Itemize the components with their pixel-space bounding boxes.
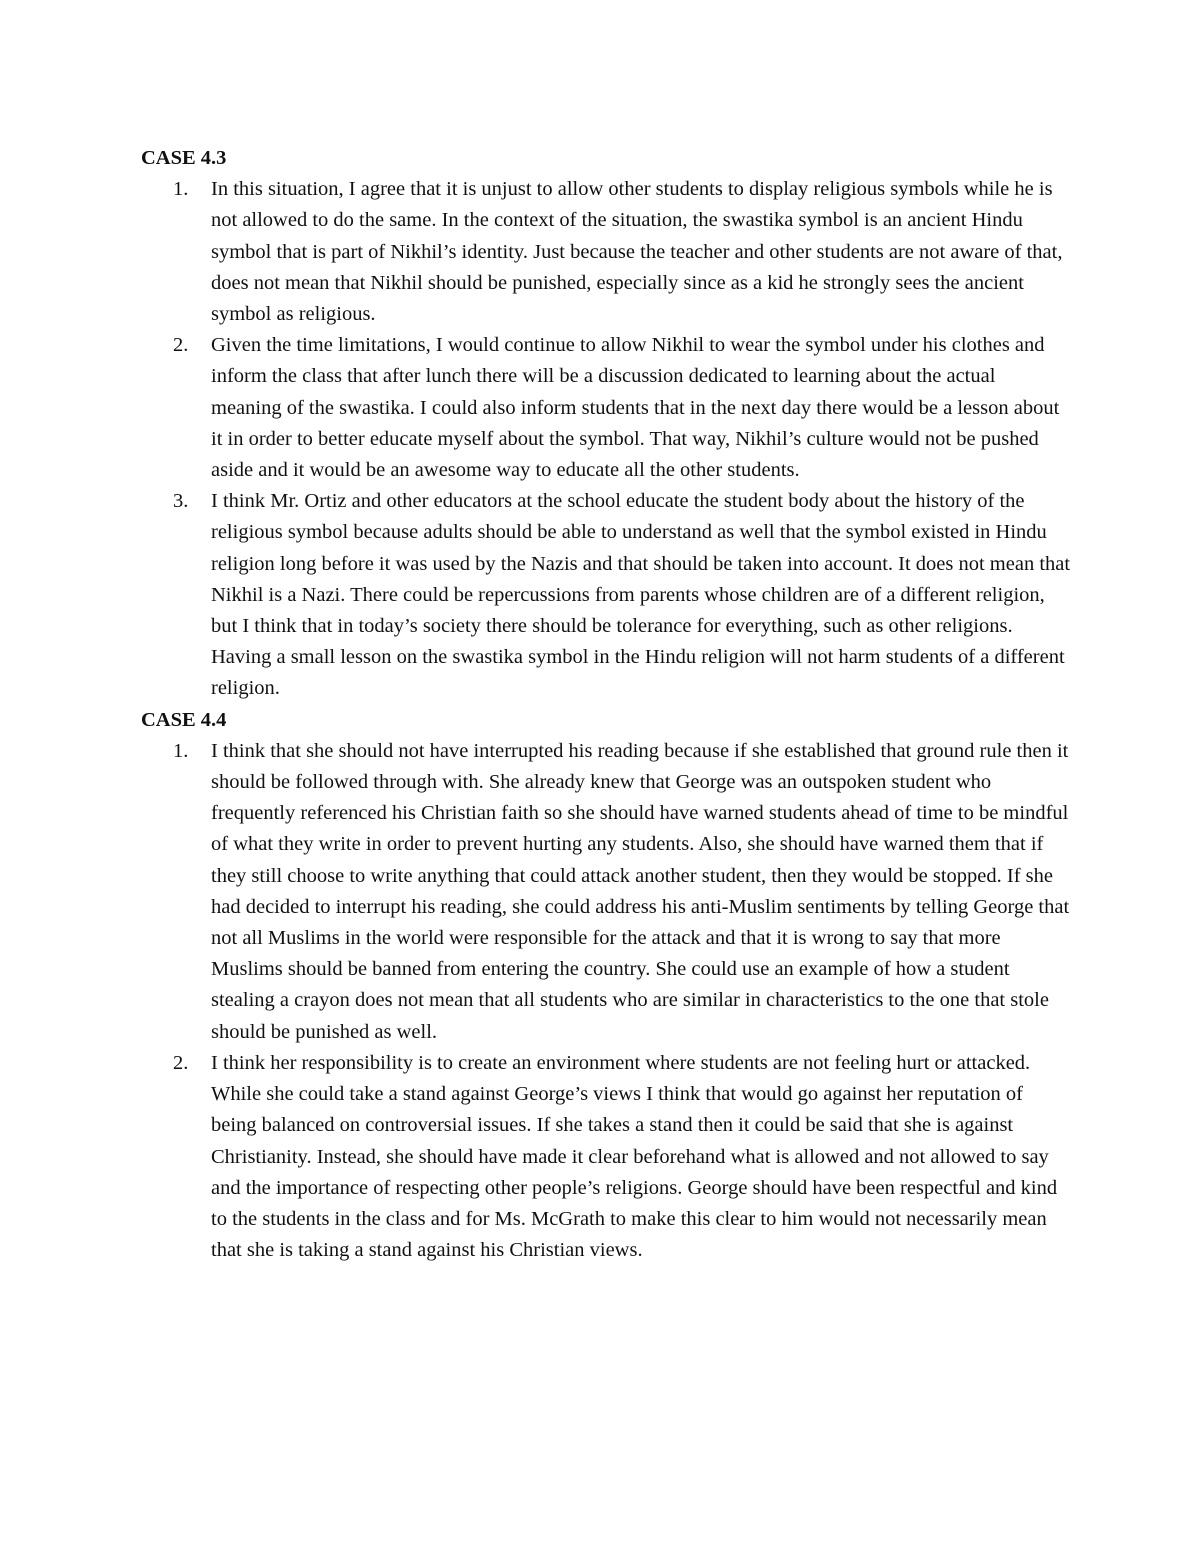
answer-item	[141, 486, 1071, 704]
answer-text: I think her responsibility is to create an environment where students are not feeling hurt or attacked. While she could take a stand against George’s views I think that would go against her reputation of being balanced on controversial issues. If she takes a stand then it could be said that she is against Christianity. Instead, she should have made it clear beforehand what is allowed and not allowed to say and the importance of respecting other people’s religions. George should have been respectful and kind to the students in the class and for Ms. McGrath to make this clear to him would not necessarily mean that she is taking a stand against his Christian views.	[211, 1051, 1058, 1262]
document-body	[141, 143, 1071, 1266]
answer-text: Given the time limitations, I would continue to allow Nikhil to wear the symbol under his clothes and inform the class that after lunch there will be a discussion dedicated to learning about the actual meaning of the swastika. I could also inform students that in the next day there would be a lesson about it in order to better educate myself about the symbol. That way, Nikhil’s culture would not be pushed aside and it would be an awesome way to educate all the other students.	[211, 334, 1060, 482]
answer-list	[141, 174, 1071, 704]
answer-number: 1.	[173, 739, 189, 762]
answer-list	[141, 736, 1071, 1266]
answer-number: 2.	[173, 334, 189, 357]
answer-number: 2.	[173, 1051, 189, 1074]
case-heading: CASE 4.3	[141, 147, 227, 169]
answer-text: I think that she should not have interrupted his reading because if she established that ground rule then it should be followed through with. She already knew that George was an outspoken student who frequently referenced his Christian faith so she should have warned students ahead of time to be mindful of what they write in order to prevent hurting any students. Also, she should have warned them that if they still choose to write anything that could attack another student, then they would be stopped. If she had decided to interrupt his reading, she could address his anti-Muslim sentiments by telling George that not all Muslims in the world were responsible for the attack and that it is wrong to say that more Muslims should be banned from entering the country. She could use an example of how a student stealing a crayon does not mean that all students who are similar in characteristics to the one that stole should be punished as well.	[211, 739, 1070, 1043]
answer-text: In this situation, I agree that it is unjust to allow other students to display religious symbols while he is not allowed to do the same. In the context of the situation, the swastika symbol is an ancient Hindu symbol that is part of Nikhil’s identity. Just because the teacher and other students are not aware of that, does not mean that Nikhil should be punished, especially since as a kid he strongly sees the ancient symbol as religious.	[211, 178, 1063, 326]
case-section-4-4	[141, 705, 1071, 1267]
case-heading: CASE 4.4	[141, 708, 227, 731]
answer-item	[141, 330, 1071, 486]
answer-number: 1.	[173, 178, 189, 201]
answer-item	[141, 1048, 1071, 1266]
answer-number: 3.	[173, 490, 189, 513]
answer-item	[141, 174, 1071, 330]
answer-item	[141, 736, 1071, 1048]
case-section-4-3	[141, 143, 1071, 705]
answer-text: I think Mr. Ortiz and other educators at the school educate the student body about the history of the religious symbol because adults should be able to understand as well that the symbol existed in Hindu religion long before it was used by the Nazis and that should be taken into account. It does not mean that Nikhil is a Nazi. There could be repercussions from parents whose children are of a different religion, but I think that in today’s society there should be tolerance for everything, such as other religions. Having a small lesson on the swastika symbol in the Hindu religion will not harm students of a different religion.	[211, 490, 1071, 700]
